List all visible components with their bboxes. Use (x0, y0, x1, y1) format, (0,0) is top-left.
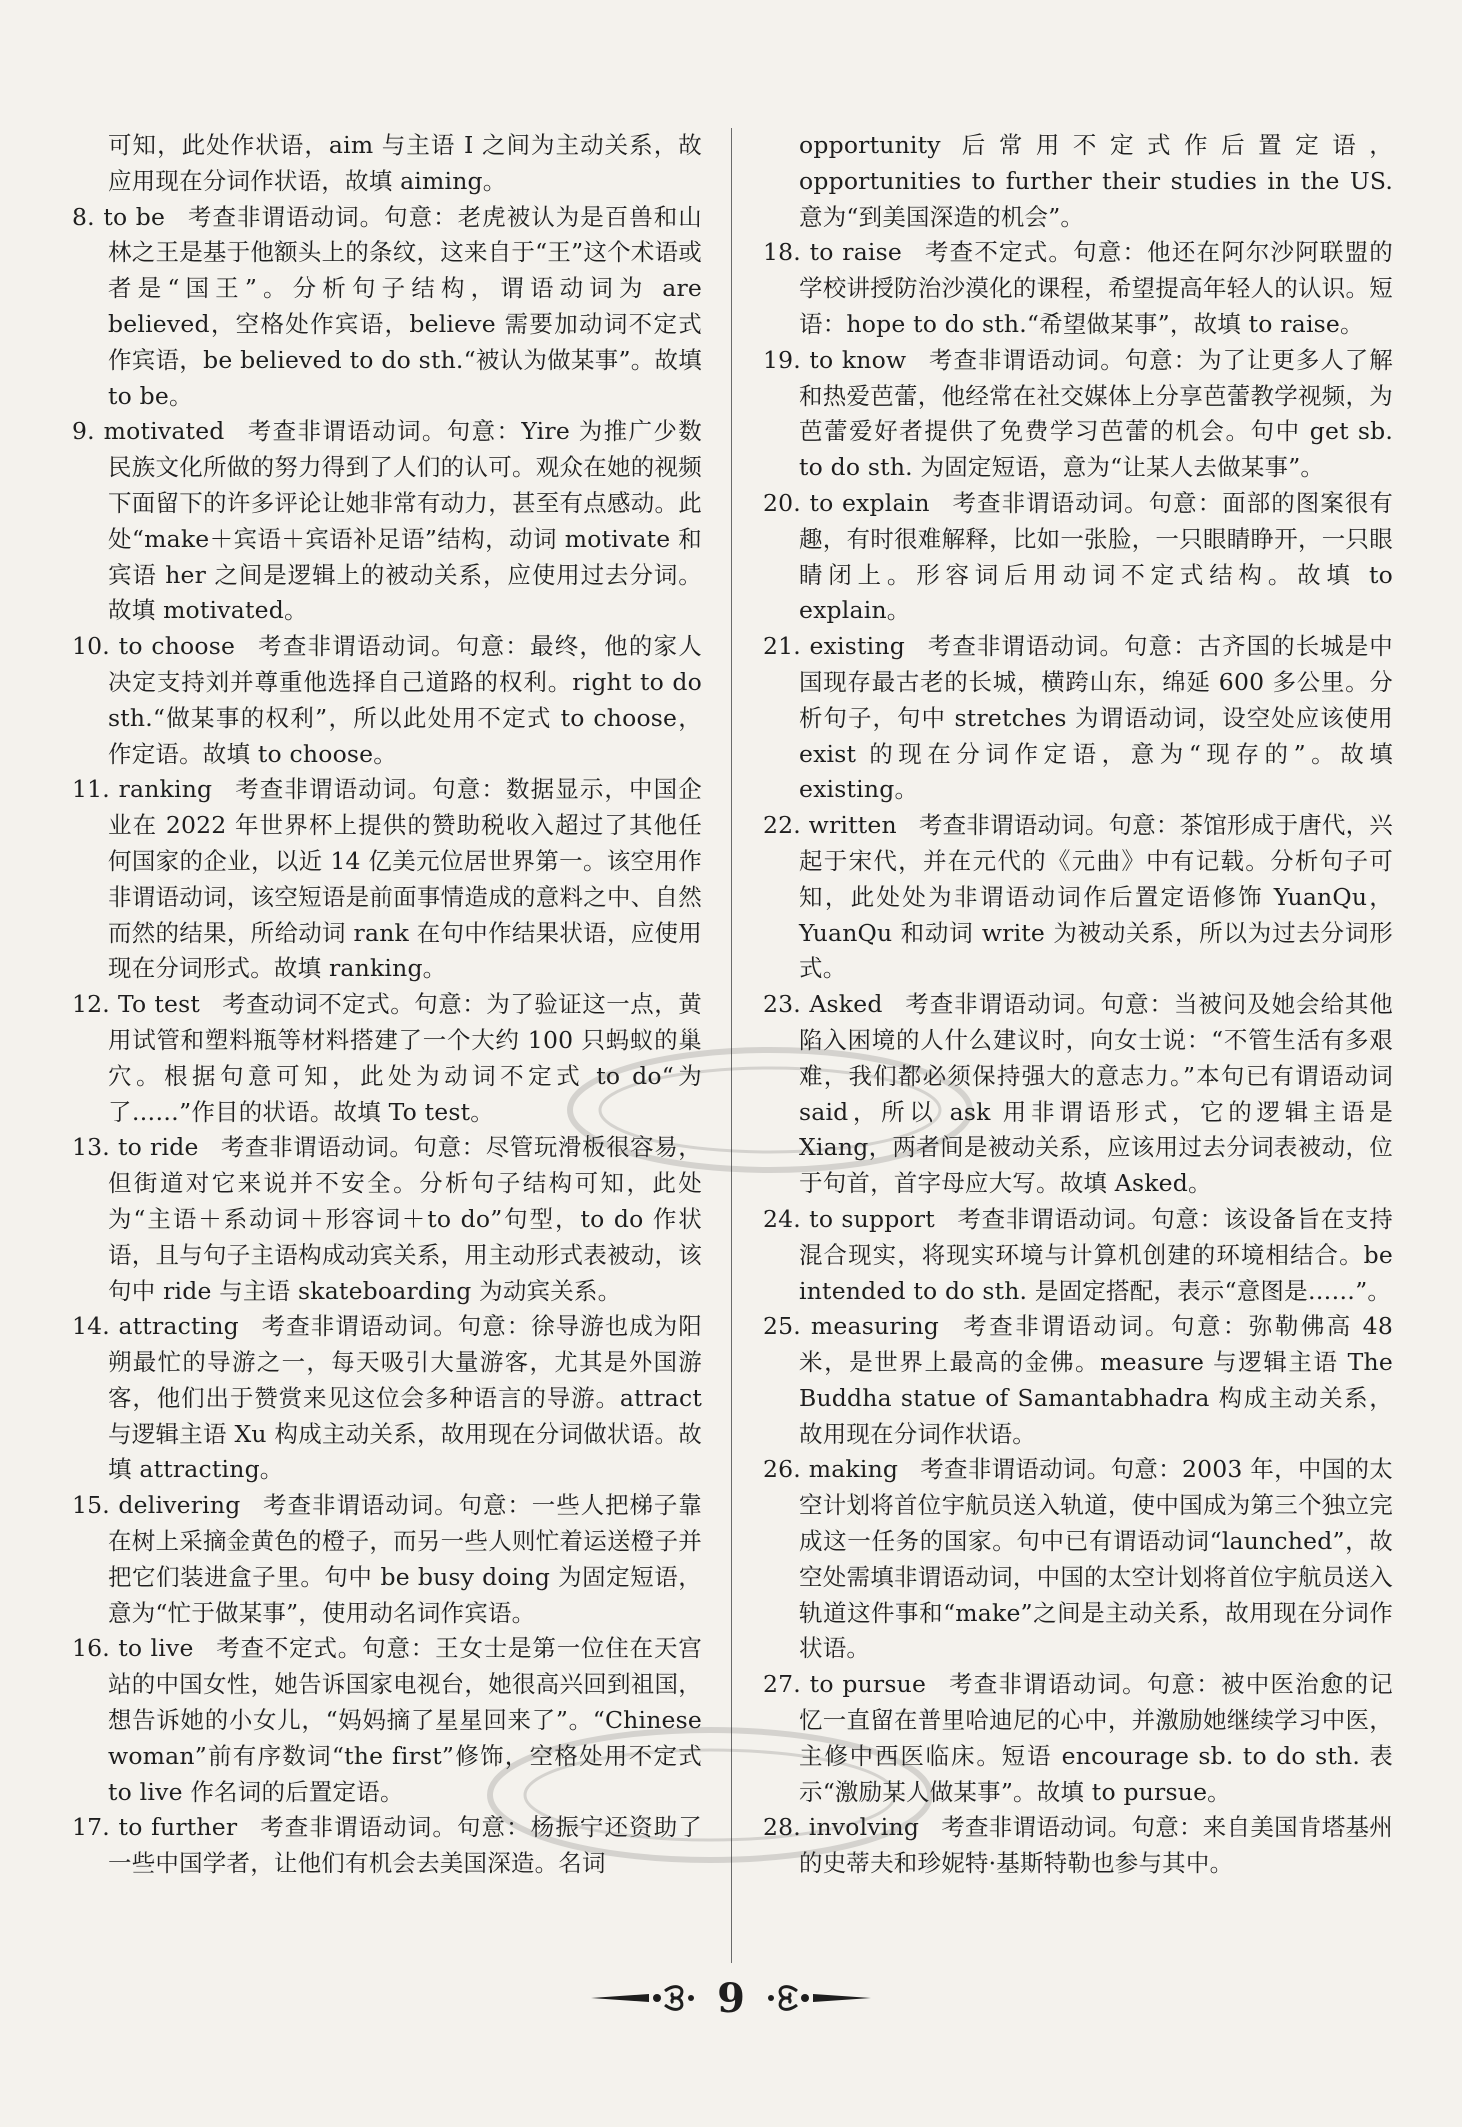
explanation-text: 考查非谓语动词。句意：徐导游也成为阳朔最忙的导游之一，每天吸引大量游客，尤其是外国游客，他们出于赞赏来见这位会多种语言的导游。attract 与逻辑主语 Xu 构成主动关系，故用现在分词做状语。故填 attracting。 (108, 1312, 702, 1484)
question-number: 25. (763, 1312, 811, 1341)
answer-word: to choose (118, 632, 236, 661)
question-number: 20. (763, 488, 810, 517)
explanation-text: 考查非谓语动词。句意：一些人把梯子靠在树上采摘金黄色的橙子，而另一些人则忙着运送橙子并把它们装进盒子里。句中 be busy doing 为固定短语，意为“忙于做某事”，使用动名词作宾语。 (108, 1491, 702, 1627)
explanation-text: 考查非谓语动词。句意：Yire 为推广少数民族文化所做的努力得到了人们的认可。观众在她的视频下面留下的许多评论让她非常有动力，甚至有点感动。此处“make＋宾语＋宾语补足语”结构，动词 motivate 和宾语 her 之间是逻辑上的被动关系，应使用过去分词。故填 motivated。 (108, 417, 702, 625)
question-number: 21. (763, 632, 810, 661)
answer-word: to be (103, 202, 166, 231)
question-number: 22. (763, 811, 809, 840)
explanation-text: 可知，此处作状语，aim 与主语 I 之间为主动关系，故应用现在分词作状语，故填 aiming。 (108, 131, 702, 195)
answer-word: to explain (809, 488, 930, 517)
question-number: 28. (763, 1813, 809, 1842)
explanation-text: 考查非谓语动词。句意：古齐国的长城是中国现存最古老的长城，横跨山东，绵延 600 多公里。分析句子，句中 stretches 为谓语动词，设空处应该使用 exist 的现在分词作定语，意为“现存的”。故填 existing。 (799, 632, 1393, 804)
answer-entry (763, 1202, 1393, 1309)
answer-word: to live (118, 1634, 194, 1663)
answer-entry (72, 629, 702, 772)
question-number: 13. (72, 1133, 119, 1162)
explanation-text: 考查非谓语动词。句意：老虎被认为是百兽和山林之王是基于他额头上的条纹，这来自于“王”这个术语或者是“国王”。分析句子结构，谓语动词为 are believed，空格处作宾语，believe 需要加动词不定式作宾语，be believed to do sth.“被认为做某事”。故填 to be。 (108, 202, 703, 410)
answer-word: to know (809, 345, 907, 374)
answer-entry (763, 343, 1393, 486)
answer-word: ranking (118, 775, 213, 804)
right-ornament-icon (763, 1981, 873, 2015)
explanation-text: 考查非谓语动词。句意：被中医治愈的记忆一直留在普里哈迪尼的心中，并激励她继续学习中医，主修中西医临床。短语 encourage sb. to do sth. 表示“激励某人做某事”。故填 to pursue。 (799, 1670, 1393, 1806)
answer-word: to further (118, 1813, 238, 1842)
answer-word: existing (809, 632, 905, 661)
answer-entry (72, 987, 702, 1130)
answer-entry (763, 128, 1393, 235)
answer-word: to support (809, 1204, 935, 1233)
explanation-text: 考查非谓语动词。句意：为了让更多人了解和热爱芭蕾，他经常在社交媒体上分享芭蕾教学视频，为芭蕾爱好者提供了免费学习芭蕾的机会。句中 get sb. to do sth. 为固定短语，意为“让某人去做某事”。 (799, 345, 1393, 482)
left-ornament-icon (589, 1981, 699, 2015)
explanation-text: 考查非谓语动词。句意：杨振宁还资助了一些中国学者，让他们有机会去美国深造。名词 (108, 1813, 702, 1878)
question-number: 18. (763, 238, 810, 267)
answer-entry (763, 629, 1393, 808)
question-number: 10. (72, 632, 119, 661)
answer-entry (72, 1309, 702, 1488)
right-column (763, 128, 1393, 1882)
question-number: 9. (72, 417, 104, 446)
answer-entry (72, 128, 702, 200)
answer-entry (763, 808, 1393, 987)
answer-word: to ride (118, 1133, 199, 1162)
answer-entry (72, 1631, 702, 1810)
explanation-text: opportunity 后常用不定式作后置定语，opportunities to further their studies in the US. 意为“到美国深造的机会”。 (799, 131, 1393, 231)
answer-entry (763, 1309, 1393, 1452)
answer-entry (763, 235, 1393, 342)
answer-entry (72, 1810, 702, 1882)
explanation-text: 考查非谓语动词。句意：数据显示，中国企业在 2022 年世界杯上提供的赞助税收入超过了其他任何国家的企业，以近 14 亿美元位居世界第一。该空用作非谓语动词，该空短语是前面事情造成的意料之中、自然而然的结果，所给动词 rank 在句中作结果状语，应使用现在分词形式。故填 ranking。 (108, 775, 702, 983)
answer-word: motivated (103, 417, 225, 446)
answer-word: attracting (118, 1312, 239, 1341)
explanation-text: 考查不定式。句意：他还在阿尔沙阿联盟的学校讲授防治沙漠化的课程，希望提高年轻人的认识。短语：hope to do sth.“希望做某事”，故填 to raise。 (799, 238, 1393, 338)
page-number: 9 (717, 1974, 745, 2022)
question-number: 11. (72, 775, 119, 804)
left-column (72, 128, 702, 1882)
answer-word: measuring (810, 1312, 940, 1341)
question-number: 26. (763, 1455, 809, 1484)
answer-entry (72, 1488, 702, 1631)
question-number: 12. (72, 990, 118, 1019)
answer-word: Asked (809, 990, 883, 1019)
answer-word: to pursue (809, 1670, 927, 1699)
question-number: 24. (763, 1204, 810, 1233)
answer-entry (72, 414, 702, 629)
question-number: 16. (72, 1634, 119, 1663)
answer-entry (763, 1810, 1393, 1882)
explanation-text: 考查非谓语动词。句意：弥勒佛高 48 米，是世界上最高的金佛。measure 与逻辑主语 The Buddha statue of Samantabhadra 构成主动关系，故用现在分词作状语。 (799, 1312, 1393, 1448)
answer-entry (72, 1130, 702, 1309)
question-number: 23. (763, 990, 810, 1019)
explanation-text: 考查非谓语动词。句意：来自美国肯塔基州的史蒂夫和珍妮特·基斯特勒也参与其中。 (799, 1813, 1393, 1878)
answer-word: to raise (809, 238, 903, 267)
answer-word: involving (808, 1813, 920, 1842)
answer-entry (72, 200, 702, 415)
answer-word: To test (117, 990, 200, 1019)
answer-entry (763, 987, 1393, 1202)
question-number: 15. (72, 1491, 119, 1520)
question-number: 27. (763, 1670, 810, 1699)
answer-word: written (808, 811, 897, 840)
page-footer (0, 1968, 1462, 2028)
question-number: 8. (72, 202, 104, 231)
explanation-text: 考查非谓语动词。句意：最终，他的家人决定支持刘并尊重他选择自己道路的权利。right to do sth.“做某事的权利”，所以此处用不定式 to choose，作定语。故填 to choose。 (108, 632, 702, 768)
explanation-text: 考查非谓语动词。句意：尽管玩滑板很容易，但街道对它来说并不安全。分析句子结构可知，此处为“主语＋系动词＋形容词＋to do”句型，to do 作状语，且与句子主语构成动宾关系，用主动形式表被动，该句中 ride 与主语 skateboarding 为动宾关系。 (108, 1133, 702, 1305)
answer-word: delivering (118, 1491, 241, 1520)
column-divider (731, 128, 732, 1963)
explanation-text: 考查不定式。句意：王女士是第一位住在天宫站的中国女性，她告诉国家电视台，她很高兴回到祖国，想告诉她的小女儿，“妈妈摘了星星回来了”。“Chinese woman”前有序数词“the first”修饰，空格处用不定式 to live 作名词的后置定语。 (108, 1634, 702, 1806)
question-number: 19. (763, 345, 810, 374)
answer-entry (763, 486, 1393, 629)
answer-entry (72, 772, 702, 987)
question-number: 17. (72, 1813, 119, 1842)
question-number: 14. (72, 1312, 119, 1341)
answer-entry (763, 1667, 1393, 1810)
explanation-text: 考查动词不定式。句意：为了验证这一点，黄用试管和塑料瓶等材料搭建了一个大约 100 只蚂蚁的巢穴。根据句意可知，此处为动词不定式 to do“为了……”作目的状语。故填 To test。 (108, 990, 702, 1126)
answer-entry (763, 1452, 1393, 1667)
explanation-text: 考查非谓语动词。句意：面部的图案很有趣，有时很难解释，比如一张脸，一只眼睛睁开，一只眼睛闭上。形容词后用动词不定式结构。故填 to explain。 (799, 488, 1393, 625)
explanation-text: 考查非谓语动词。句意：该设备旨在支持混合现实，将现实环境与计算机创建的环境相结合。be intended to do sth. 是固定搭配，表示“意图是……”。 (799, 1204, 1393, 1305)
answer-word: making (808, 1455, 899, 1484)
explanation-text: 考查非谓语动词。句意：2003 年，中国的太空计划将首位宇航员送入轨道，使中国成为第三个独立完成这一任务的国家。句中已有谓语动词“launched”，故空处需填非谓语动词，中国的太空计划将首位宇航员送入轨道这件事和“make”之间是主动关系，故用现在分词作状语。 (799, 1455, 1393, 1663)
explanation-text: 考查非谓语动词。句意：当被问及她会给其他陷入困境的人什么建议时，向女士说：“不管生活有多艰难，我们都必须保持强大的意志力。”本句已有谓语动词 said，所以 ask 用非谓语形式，它的逻辑主语是 Xiang，两者间是被动关系，应该用过去分词表被动，位于句首，首字母应大写。故填 Asked。 (799, 990, 1393, 1198)
explanation-text: 考查非谓语动词。句意：茶馆形成于唐代，兴起于宋代，并在元代的《元曲》中有记载。分析句子可知，此处处为非谓语动词作后置定语修饰 YuanQu，YuanQu 和动词 write 为被动关系，所以为过去分词形式。 (799, 811, 1393, 983)
